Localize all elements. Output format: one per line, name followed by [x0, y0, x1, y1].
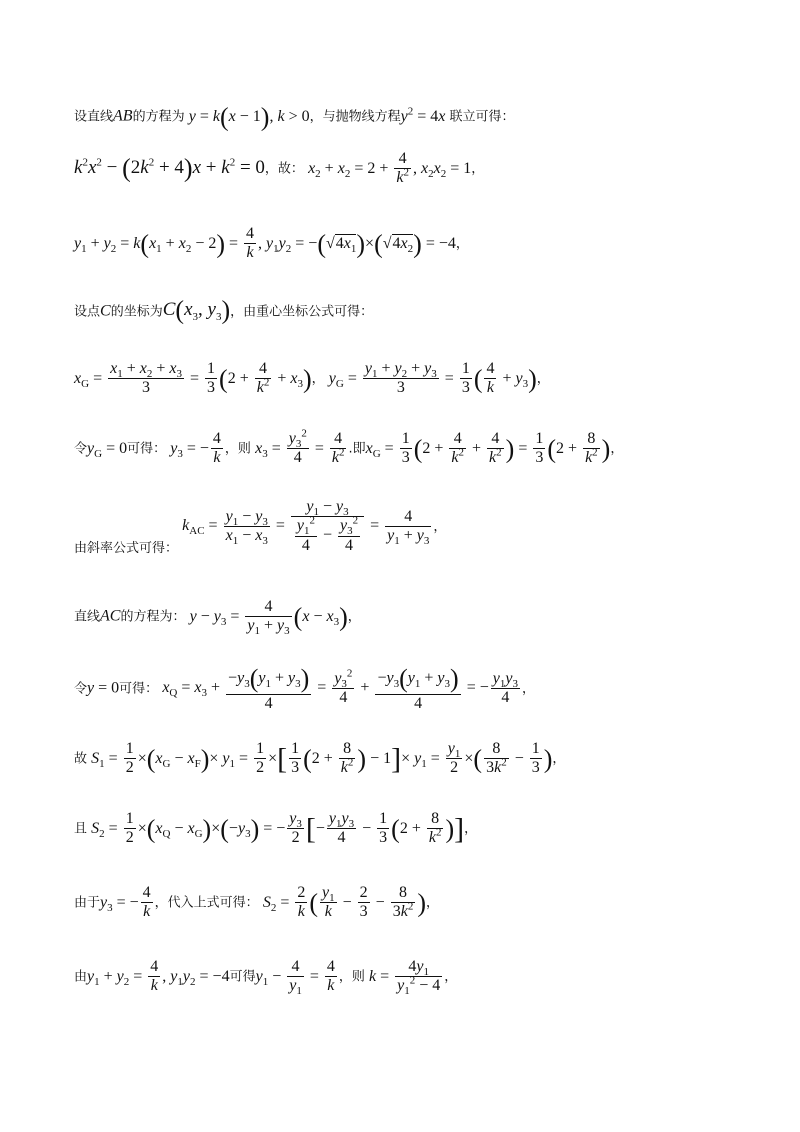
text: 故 — [74, 751, 88, 767]
text: ， — [471, 161, 485, 177]
text: 可得： — [119, 681, 159, 697]
equation: $x_G$ = $\frac{1}{3}$ (2 + $\frac{4}{k^2}$ + $\frac{4}{k^2}$ ) = $\frac{1}{3}$ (2 + $\frac{8}{k^2}$ ) — [365, 430, 611, 467]
line-4: 设点C的坐标为$C(x_3$, $y_3$)，由重心坐标公式可得： — [74, 296, 374, 325]
equation: $y_1$ − $\frac{4}{y_1}$ = $\frac{4}{k}$ — [255, 958, 335, 998]
equation: $y_1 + y_2$ = $\frac{4}{k}$ , $y_1y_2 = -4$ — [87, 958, 230, 995]
text: 的方程为： — [120, 609, 186, 625]
text: 的方程为 — [132, 109, 185, 125]
equation: $y_3$ = − $\frac{4}{k}$ — [170, 430, 221, 467]
line-11 — [74, 810, 477, 848]
text: ，故： — [264, 161, 304, 177]
equation: $k_{AC}$ = $\frac{y_1 - y_3}{x_1 - x_3}$ = $y_1 - y_3$ $\frac{y_1^2}{4}$ − $\frac{y_3^2}{4}$ = $\frac{4}{y_1 + y_3}$ — [182, 498, 430, 554]
text: .即 — [348, 441, 366, 457]
text: ， — [444, 969, 458, 985]
text: 设点 — [74, 304, 101, 320]
text: ， — [433, 519, 447, 535]
text: 直线 — [74, 609, 101, 625]
text: 可得： — [127, 441, 167, 457]
line-3 — [74, 225, 469, 263]
equation: $x_3$ = $\frac{y_3^2}{4}$ = $\frac{4}{k^2}$ — [255, 427, 345, 467]
equation: k = $\frac{4y_1}{y_1^2 - 4}$ — [369, 958, 441, 998]
text: 令 — [74, 441, 88, 457]
text: ，则 — [224, 441, 251, 457]
text: ， — [464, 821, 478, 837]
equation: $S_1$ = $\frac{1}{2}$ $\times(x_G - x_F)\times y_1$ = $\frac{1}{2}$ ×[ $\frac{1}{3}$ (2 + $\frac{8}{k^2}$ ) − $1]\times y_1$ = $\frac{y_1}{2}$ ×( $\frac{8}{3k^2}$ − $\frac{1}{3}$ ) — [91, 740, 553, 777]
line-10 — [74, 740, 565, 778]
equation: $S_2$ = $\frac{1}{2}$ $\times(x_Q - x_G)\times(-y_3)$ = − $\frac{y_3}{2}$ [− $\frac{y_1y_3}{4}$ − $\frac{1}{3}$ (2 + $\frac{8}{k^2}$ )] — [91, 810, 465, 847]
text: 由 — [74, 969, 88, 985]
text: 由于 — [74, 895, 101, 911]
equation: $k^2x^2 - (2k^2 + 4)x + k^2 = 0$ — [74, 153, 265, 183]
equation: $y - y_3$ = $\frac{4}{y_1 + y_3}$ $(x - x_3)$ — [189, 598, 348, 638]
text: 且 — [74, 821, 88, 837]
text: ， — [455, 236, 469, 252]
line-1: 设直线AB的方程为 y = k(x − 1), k > 0，与抛物线方程$y^2 = 4x$ 联立可得： — [74, 102, 515, 131]
line-13 — [74, 958, 457, 996]
text: 的坐标为 — [110, 304, 163, 320]
text: ，代入上式可得： — [154, 895, 259, 911]
text: 由斜率公式可得： — [74, 541, 179, 557]
text: ， — [311, 371, 325, 387]
text: 联立可得： — [449, 109, 515, 125]
equation: $x_G$ = $\frac{x_1 + x_2 + x_3}{3}$ = $\frac{1}{3}$ (2 + $\frac{4}{k^2}$ + $x_3$) — [74, 360, 312, 397]
line-2 — [74, 150, 484, 188]
equation: $y_1 + y_2 = k(x_1 + x_2 - 2)$ = $\frac{4}{k}$ , $y_1y_2 = -(√4x_1)\times(√4x_2) = -4$ — [74, 225, 456, 262]
equation: $x_Q = x_3$ + $\frac{-y_3(y_1 + y_3)}{4}$ = $\frac{y_3^2}{4}$ + $\frac{-y_3(y_1 + y_3)}{4}$ = − $\frac{y_1y_3}{4}$ — [162, 664, 518, 712]
equation: $S_2$ = $\frac{2}{k}$ ( $\frac{y_1}{k}$ − $\frac{2}{3}$ − $\frac{8}{3k^2}$ ) — [262, 884, 426, 921]
line-12 — [74, 884, 439, 922]
text: 可得 — [229, 969, 256, 985]
text: ， — [521, 681, 535, 697]
line-9: 令y = 0可得： $x_Q = x_3$ + $\frac{-y_3(y_1 + y_3)}{4}$ = $\frac{y_3^2}{4}$ + $\frac{-y_3(y_1 + y_3)}{4}$ = − $\frac{y_1y_3}{4}$ ， — [74, 664, 535, 712]
line-6: 令$y_G = 0$可得： $y_3$ = − $\frac{4}{k}$ ，则 $x_3$ = $\frac{y_3^2}{4}$ = $\frac{4}{k^2}$ .即$x_G$ = $\frac{1}{3}$ (2 + $\frac{4}{k^2}$ + $\frac{4}{k^2}$ ) = $\frac{1}{3}$ (2 + $\frac{8}{k^2}$ )， — [74, 427, 624, 467]
text: ，则 — [338, 969, 365, 985]
text: 设直线 — [74, 109, 114, 125]
text: ， — [610, 441, 624, 457]
text: ， — [536, 371, 550, 387]
line-7 — [74, 498, 446, 555]
text: ， — [425, 895, 439, 911]
line-5 — [74, 360, 550, 398]
text: 令 — [74, 681, 88, 697]
equation: $x_2 + x_2 = 2$ + $\frac{4}{k^2}$ , $x_2x_2 = 1$ — [308, 150, 472, 187]
text: ， — [552, 751, 566, 767]
line-8: 直线AC的方程为： $y - y_3$ = $\frac{4}{y_1 + y_3}$ $(x - x_3)$， — [74, 598, 361, 638]
text: ，由重心坐标公式可得： — [230, 304, 374, 320]
text: ， — [347, 609, 361, 625]
text: ，与抛物线方程 — [309, 109, 401, 125]
equation: $y_3$ = − $\frac{4}{k}$ — [100, 884, 151, 921]
equation: $y_G$ = $\frac{y_1 + y_2 + y_3}{3}$ = $\frac{1}{3}$ ( $\frac{4}{k}$ + $y_3$) — [328, 360, 537, 397]
equation: y = k(x − 1), k > 0 — [188, 102, 310, 131]
